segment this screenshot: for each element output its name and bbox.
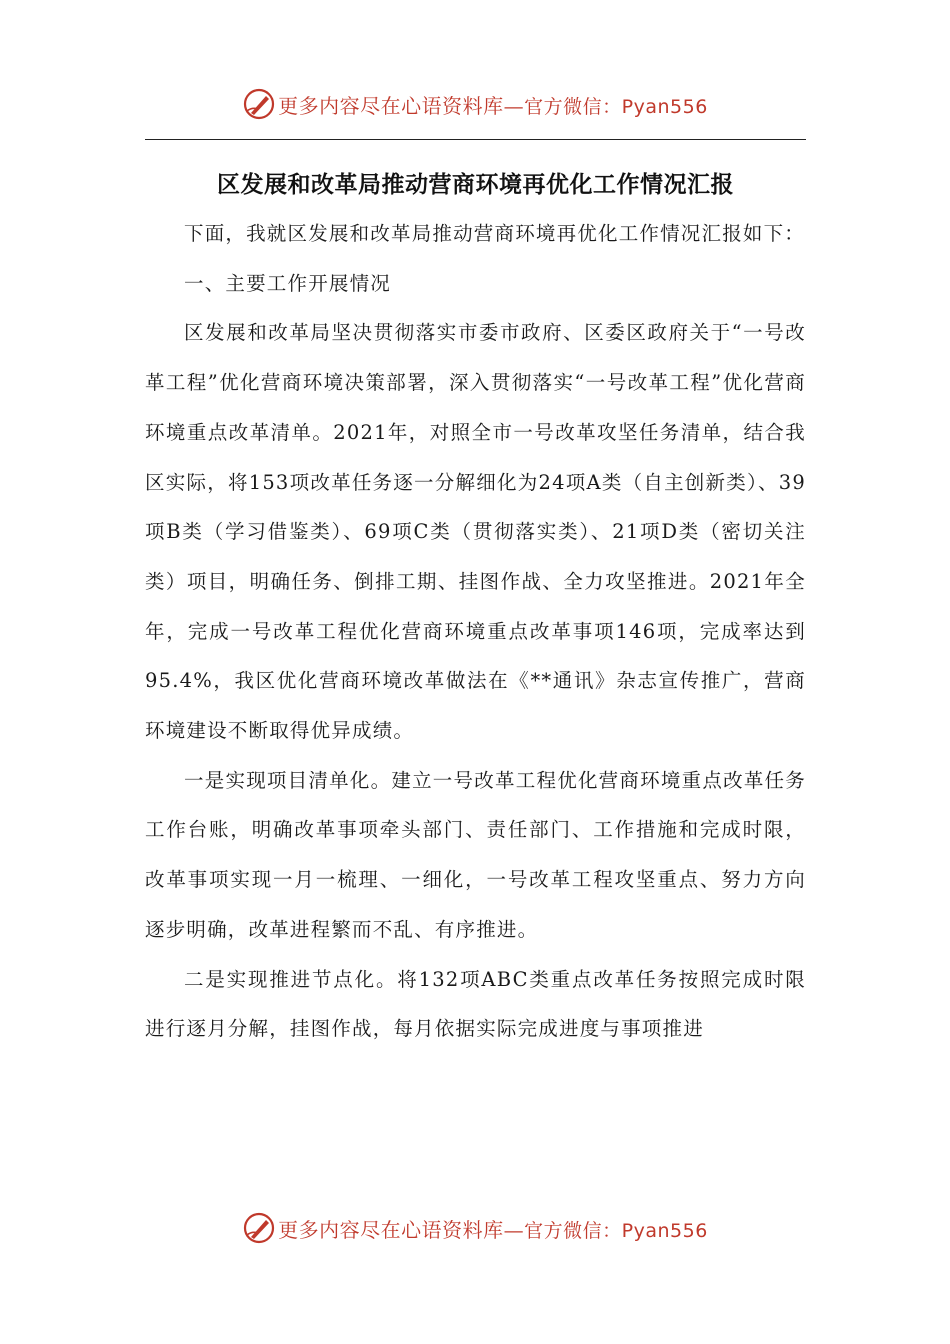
pen-logo-icon [242, 1211, 276, 1245]
footer-banner-text: 更多内容尽在心语资料库—官方微信：Pyan556 [278, 1217, 708, 1242]
intro-paragraph: 下面，我就区发展和改革局推动营商环境再优化工作情况汇报如下： [184, 222, 806, 245]
section-heading: 一、主要工作开展情况 [184, 271, 392, 295]
document-title: 区发展和改革局推动营商环境再优化工作情况汇报 [217, 172, 734, 198]
header-banner-text: 更多内容尽在心语资料库—官方微信：Pyan556 [278, 93, 708, 118]
body-paragraph: 二是实现推进节点化。将132项ABC类重点改革任务按照完成时限进行逐月分解，挂图作战，每月依据实际完成进度与事项推进 [145, 967, 806, 1041]
header-divider [145, 139, 806, 140]
body-paragraph: 一是实现项目清单化。建立一号改革工程优化营商环境重点改革任务工作台账，明确改革事项牵头部门、责任部门、工作措施和完成时限，改革事项实现一月一梳理、一细化，一号改革工程攻坚重点、努力方向逐步明确，改革进程繁而不乱、有序推进。 [145, 768, 806, 941]
body-paragraph: 区发展和改革局坚决贯彻落实市委市政府、区委区政府关于“一号改革工程”优化营商环境决策部署，深入贯彻落实“一号改革工程”优化营商环境重点改革清单。2021年，对照全市一号改革攻坚任务清单，结合我区实际，将153项改革任务逐一分解细化为24项A类（自主创新类）、39项B类（学习借鉴类）、69项C类（贯彻落实类）、21项D类（密切关注类）项目，明确任务、倒排工期、挂图作战、全力攻坚推进。2021年全年，完成一号改革工程优化营商环境重点改革事项146项，完成率达到95.4%，我区优化营商环境改革做法在《**通讯》杂志宣传推广，营商环境建设不断取得优异成绩。 [145, 321, 806, 743]
header-banner [0, 84, 950, 124]
document-body [145, 209, 806, 1054]
footer-banner [0, 1208, 950, 1248]
pen-logo-icon [242, 87, 276, 121]
